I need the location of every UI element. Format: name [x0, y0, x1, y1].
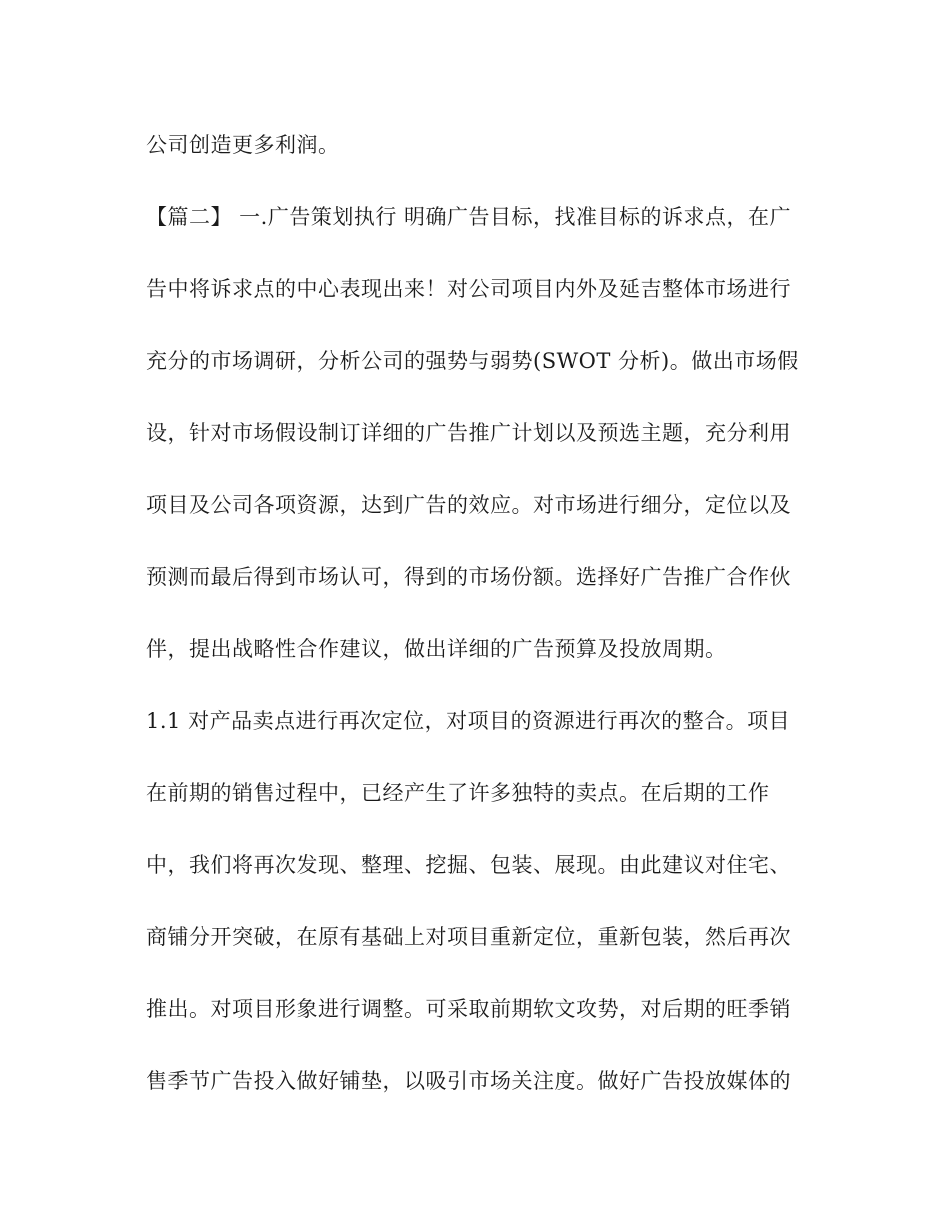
text-line: 售季节广告投入做好铺垫，以吸引市场关注度。做好广告投放媒体的 — [146, 1069, 791, 1093]
text-line: 设，针对市场假设制订详细的广告推广计划以及预选主题，充分利用 — [146, 421, 791, 445]
text-line: 中，我们将再次发现、整理、挖掘、包装、展现。由此建议对住宅、 — [146, 853, 791, 877]
text-line: 预测而最后得到市场认可，得到的市场份额。选择好广告推广合作伙 — [146, 565, 791, 589]
text-line: 1.1 对产品卖点进行再次定位，对项目的资源进行再次的整合。项目 — [146, 709, 791, 733]
text-line: 推出。对项目形象进行调整。可采取前期软文攻势，对后期的旺季销 — [146, 997, 791, 1021]
text-line: 伴，提出战略性合作建议，做出详细的广告预算及投放周期。 — [146, 637, 727, 661]
text-line: 项目及公司各项资源，达到广告的效应。对市场进行细分，定位以及 — [146, 493, 791, 517]
text-line: 充分的市场调研，分析公司的强势与弱势(SWOT 分析)。做出市场假 — [146, 349, 799, 373]
text-line: 商铺分开突破，在原有基础上对项目重新定位，重新包装，然后再次 — [146, 925, 791, 949]
text-line: 在前期的销售过程中，已经产生了许多独特的卖点。在后期的工作 — [146, 781, 770, 805]
text-line: 【篇二】 一.广告策划执行 明确广告目标，找准目标的诉求点，在广 — [146, 205, 792, 229]
text-line: 公司创造更多利润。 — [146, 133, 340, 157]
text-line: 告中将诉求点的中心表现出来！对公司项目内外及延吉整体市场进行 — [146, 277, 791, 301]
